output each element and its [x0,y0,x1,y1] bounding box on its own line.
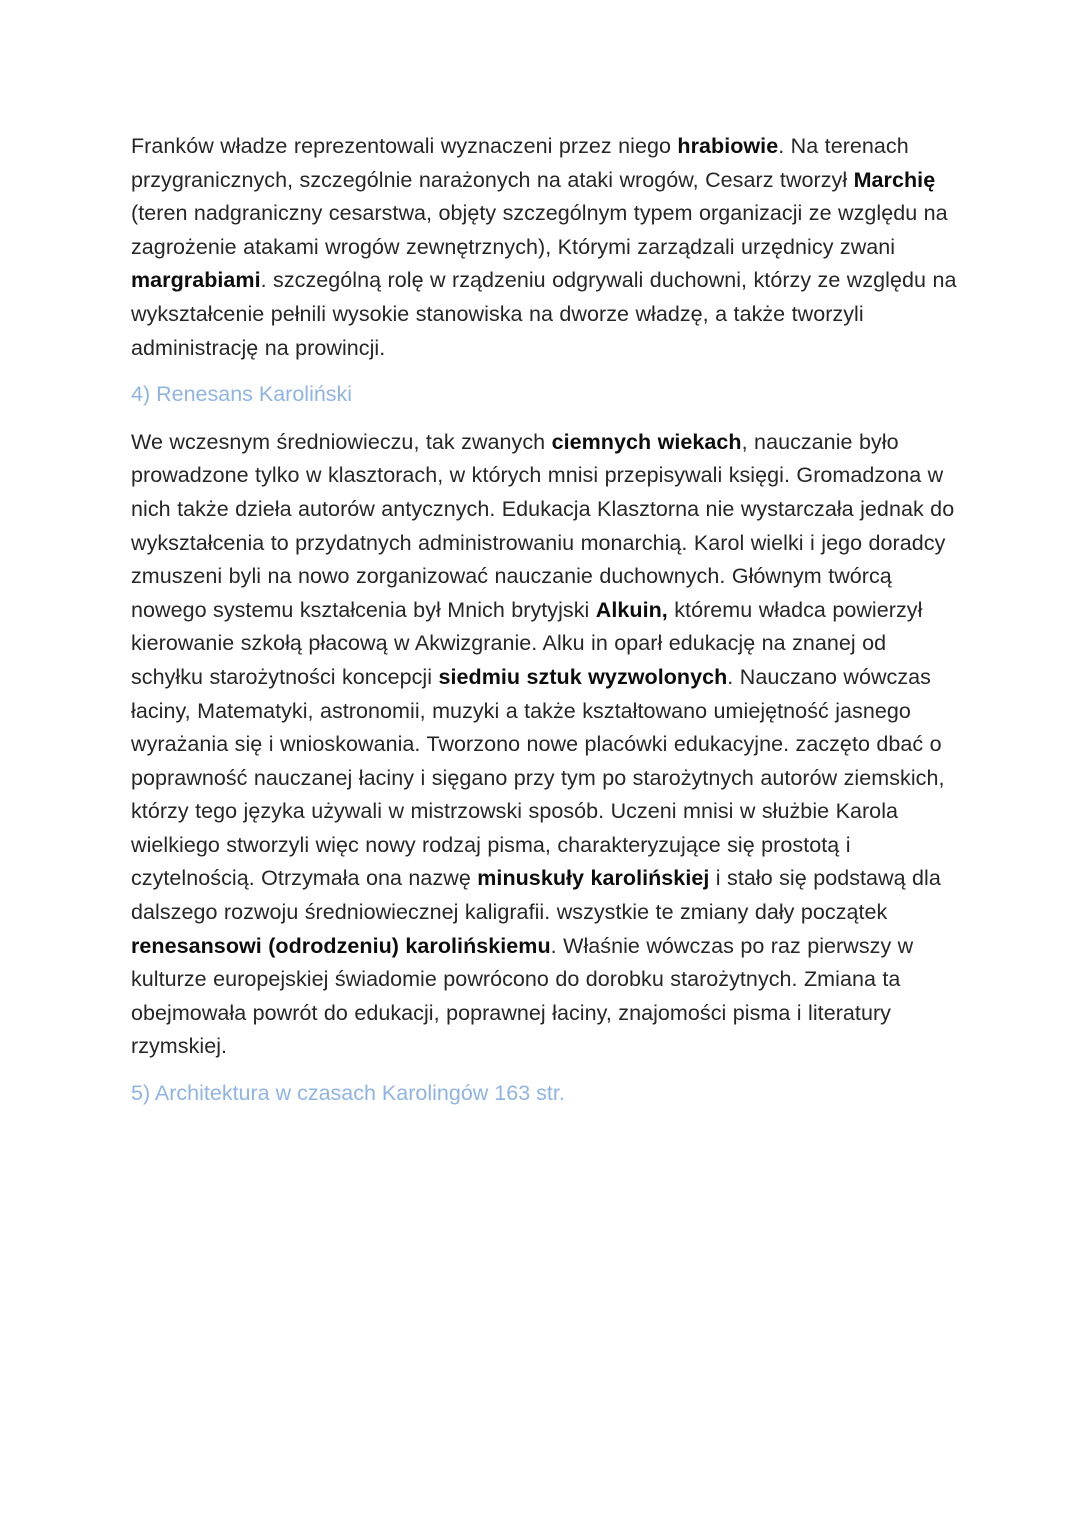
text-run: We wczesnym średniowieczu, tak zwanych [131,429,552,454]
text-run: Franków władze reprezentowali wyznaczeni przez niego [131,134,678,158]
text-run: któremu władca powierzył kierowanie szkołą płacową w Akwizgranie. Alku in oparł edukację na znanej od schyłku starożytności koncepcji [131,597,923,689]
bold-term-margrabiami: margrabiami [131,268,261,293]
paragraph-carolingian-renaissance [131,426,961,1064]
text-run: . Nauczano wówczas łaciny, Matematyki, astronomii, muzyki a także kształtowano umiejętność jasnego wyrażania się i wnioskowania. Tworzono nowe placówki edukacyjne. zaczęto dbać o poprawność nauczanej łaciny i sięgano przy tym po starożytnych autorów ziemskich, którzy tego języka używali w mistrzowski sposób. Uczeni mnisi w służbie Karola wielkiego stworzyli więc nowy rodzaj pisma, charakteryzujące się prostotą i czytelnością. Otrzymała ona nazwę [131,664,945,891]
text-run: . szczególną rolę w rządzeniu odgrywali duchowni, którzy ze względu na wykształcenie pełnili wysokie stanowiska na dworze władzę, a także tworzyli administrację na prowincji. [131,268,957,360]
bold-term-siedem-sztuk: siedmiu sztuk wyzwolonych [438,664,728,689]
bold-term-ciemne-wieki: ciemnych wiekach [551,429,742,454]
bold-term-minuskula: minuskuły karolińskiej [477,866,710,891]
text-run: (teren nadgraniczny cesarstwa, objęty szczególnym typem organizacji ze względu na zagrożenie atakami wrogów zewnętrznych), Którymi zarządzali urzędnicy zwani [131,201,948,259]
section-heading-renesans: 4) Renesans Karoliński [131,382,353,407]
bold-term-renesans: renesansowi (odrodzeniu) karolińskiemu [131,933,551,958]
text-run: i stało się podstawą dla dalszego rozwoju średniowiecznej kaligrafii. wszystkie te zmiany dały początek [131,866,941,925]
section-heading-architektura: 5) Architektura w czasach Karolingów 163 str. [131,1081,565,1106]
bold-term-alkuin: Alkuin, [595,597,668,622]
text-run: . Właśnie wówczas po raz pierwszy w kulturze europejskiej świadomie powrócono do dorobku starożytnych. Zmiana ta obejmowała powrót do edukacji, poprawnej łaciny, znajomości pisma i literatury rzymskiej. [131,933,914,1059]
paragraph-franks-administration [131,130,961,365]
bold-term-hrabiowie: hrabiowie [677,134,779,158]
text-run: , nauczanie było prowadzone tylko w klasztorach, w których mnisi przepisywali księgi. Gromadzona w nich także dzieła autorów antycznych. Edukacja Klasztorna nie wystarczała jednak do wykształcenia to przydatnych administrowaniu monarchią. Karol wielki i jego doradcy zmuszeni byli na nowo zorganizować nauczanie duchownych. Głównym twórcą nowego systemu kształcenia był Mnich brytyjski [131,429,955,622]
bold-term-marchia: Marchię [853,167,936,192]
document-body [131,130,961,1111]
text-run: . Na terenach przygranicznych, szczególnie narażonych na ataki wrogów, Cesarz tworzył [131,134,909,192]
